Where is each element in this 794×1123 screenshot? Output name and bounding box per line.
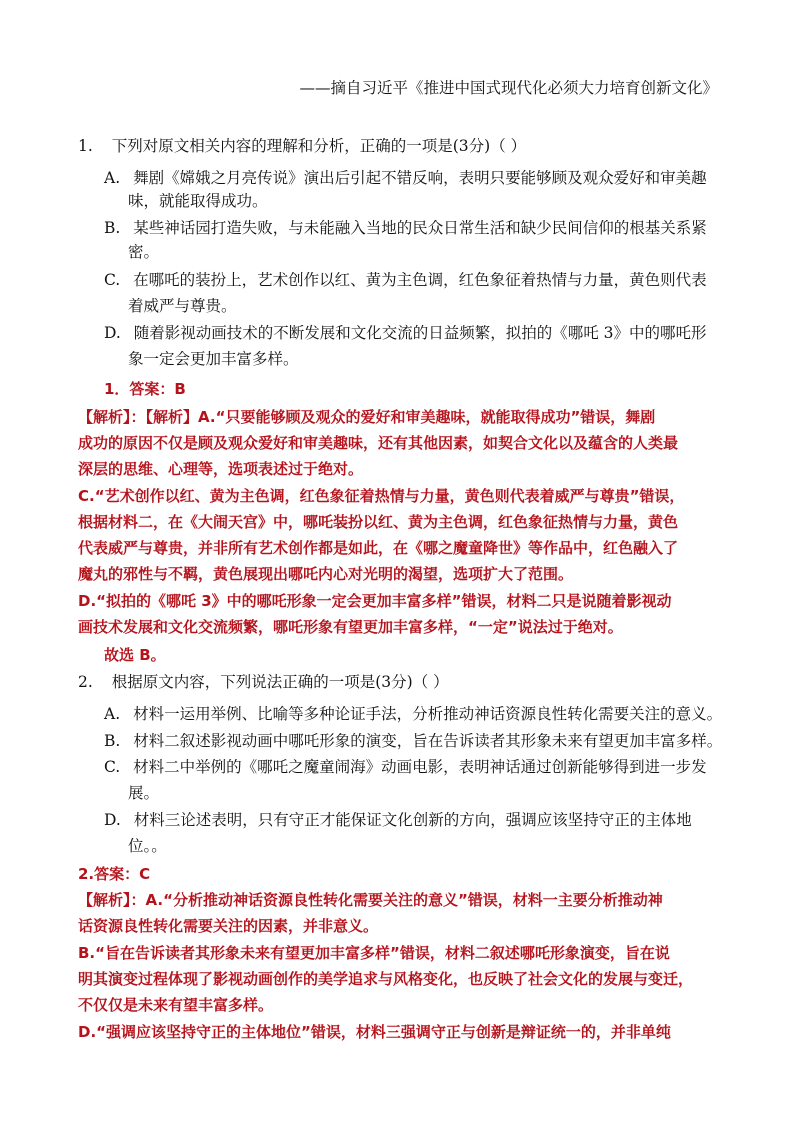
option-label: A.: [104, 705, 121, 723]
q2-analysis-line: 明其演变过程体现了影视动画创作的美学追求与风格变化，也反映了社会文化的发展与变迁，: [78, 970, 694, 988]
q2-analysis-line: 不仅仅是未来有望丰富多样。: [78, 996, 274, 1014]
q2-analysis-line: B.“旨在告诉读者其形象未来有望更加丰富多样”错误，材料二叙述哪吒形象演变，旨在说: [78, 944, 670, 962]
question-2: [78, 672, 449, 692]
option-label: C.: [104, 758, 121, 776]
q1-analysis-line: 深层的思维、心理等，选项表述过于绝对。: [78, 460, 364, 478]
question-1-stem: 下列对原文相关内容的理解和分析，正确的一项是(3分)（ ）: [111, 137, 527, 155]
option-text: 材料二叙述影视动画中哪吒形象的演变，旨在告诉读者其形象未来有望更加丰富多样。: [133, 732, 723, 750]
option-label: C.: [104, 271, 121, 289]
question-2-stem: 根据原文内容，下列说法正确的一项是(3分)（ ）: [111, 673, 449, 691]
question-1-number: 1.: [78, 137, 93, 155]
q2-option-a: [104, 704, 722, 724]
option-label: A.: [104, 169, 121, 187]
q1-option-c-cont: 着威严与尊贵。: [128, 297, 237, 315]
source-citation: ——摘自习近平《推进中国式现代化必须大力培育创新文化》: [299, 79, 718, 97]
option-text: 材料一运用举例、比喻等多种论证手法，分析推动神话资源良性转化需要关注的意义。: [133, 705, 723, 723]
option-text: 某些神话园打造失败，与未能融入当地的民众日常生活和缺少民间信仰的根基关系紧: [133, 219, 707, 237]
q1-option-c: [104, 270, 707, 290]
option-text: 材料二中举例的《哪吒之魔童闹海》动画电影，表明神话通过创新能够得到进一步发: [133, 758, 707, 776]
option-text: 舞剧《嫦娥之月亮传说》演出后引起不错反响，表明只要能够顾及观众爱好和审美趣: [133, 169, 707, 187]
q1-analysis-line: 【解析】：【解析】A.“只要能够顾及观众的爱好和审美趣味，就能取得成功”错误，舞剧: [78, 408, 656, 426]
option-label: D.: [104, 324, 121, 342]
q1-conclusion: 故选 B。: [104, 646, 166, 664]
option-text: 在哪吒的装扮上，艺术创作以红、黄为主色调，红色象征着热情与力量，黄色则代表: [133, 271, 707, 289]
q1-option-b: [104, 218, 707, 238]
q1-answer: 1．答案：B: [104, 380, 186, 398]
option-text: 随着影视动画技术的不断发展和文化交流的日益频繁，拟拍的《哪吒 3》中的哪吒形: [133, 324, 707, 342]
option-label: B.: [104, 732, 121, 750]
q1-analysis-line: 根据材料二，在《大闹天宫》中，哪吒装扮以红、黄为主色调，红色象征热情与力量，黄色: [78, 513, 679, 531]
q2-analysis-line: 【解析】：A.“分析推动神话资源良性转化需要关注的意义”错误，材料一主要分析推动神: [78, 891, 663, 909]
q1-analysis-line: 代表威严与尊贵，并非所有艺术创作都是如此，在《哪之魔童降世》等作品中，红色融入了: [78, 539, 679, 557]
q1-analysis-line: 成功的原因不仅是顾及观众爱好和审美趣味，还有其他因素，如契合文化以及蕴含的人类最: [78, 434, 679, 452]
q1-option-d-cont: 象一定会更加丰富多样。: [128, 350, 299, 368]
q1-option-a-cont: 味，就能取得成功。: [128, 192, 268, 210]
q1-option-d: [104, 323, 707, 343]
q2-analysis-line: D.“强调应该坚持守正的主体地位”错误，材料三强调守正与创新是辩证统一的，并非单纯: [78, 1023, 671, 1041]
q2-option-b: [104, 731, 722, 751]
q1-analysis-line: 魔丸的邪性与不羁，黄色展现出哪吒内心对光明的渴望，选项扩大了范围。: [78, 565, 574, 583]
q2-option-c: [104, 757, 707, 777]
q1-analysis-line: 画技术发展和文化交流频繁，哪吒形象有望更加丰富多样，“一定”说法过于绝对。: [78, 618, 623, 636]
q1-option-b-cont: 密。: [128, 243, 160, 261]
question-1: [78, 136, 526, 156]
q1-option-a: [104, 168, 707, 188]
q2-option-d: [104, 810, 692, 830]
q1-analysis-line: C.“艺术创作以红、黄为主色调，红色象征着热情与力量，黄色则代表着威严与尊贵”错误，: [78, 487, 685, 505]
option-text: 材料三论述表明，只有守正才能保证文化创新的方向，强调应该坚持守正的主体地: [133, 811, 692, 829]
option-label: D.: [104, 811, 121, 829]
option-label: B.: [104, 219, 121, 237]
q1-analysis-line: D.“拟拍的《哪吒 3》中的哪吒形象一定会更加丰富多样”错误，材料二只是说随着影视动: [78, 592, 672, 610]
q2-option-d-cont: 位。。: [128, 837, 167, 855]
q2-option-c-cont: 展。: [128, 784, 160, 802]
question-2-number: 2.: [78, 673, 93, 691]
q2-analysis-line: 话资源良性转化需要关注的因素，并非意义。: [78, 917, 379, 935]
q2-answer: 2.答案：C: [78, 865, 151, 883]
